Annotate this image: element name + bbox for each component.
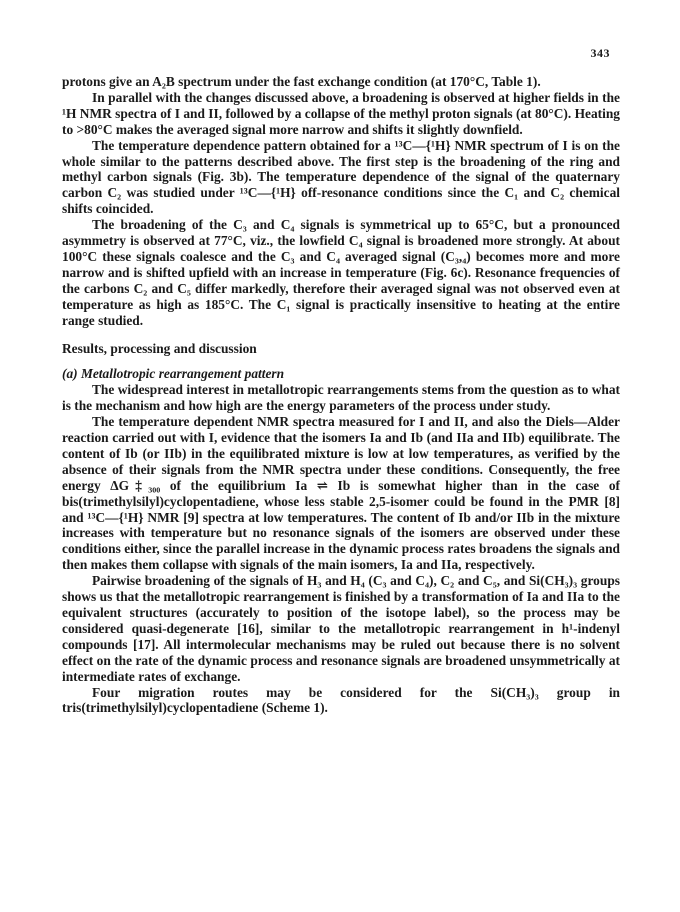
paragraph-2: In parallel with the changes discussed above, a broadening is observed at higher fields in the ¹H NMR spectra of I and II, followed by a collapse of the methyl proton signals (at 80°C). Heating to >80°C makes the averaged signal more narrow and shifts it slightly downfield. [62,89,620,137]
section-heading: Results, processing and discussion [62,340,257,356]
paragraph-7: Pairwise broadening of the signals of H₃ and H₄ (C₃ and C₄), C₂ and C₅, and Si(CH₃)₃ groups shows us that the metallotropic rearrangement is finished by a transformation of Ia and IIa to the equivalent structures (accurately to position of the isotope label), so the process may be considered quasi-degenerate [16], similar to the metallotropic rearrangement in h¹-indenyl compounds [17]. All intermolecular mechanisms may be ruled out because there is no solvent effect on the rate of the dynamic process and resonance signals are broadened unsymmetrically at intermediate rates of exchange. [62,573,620,684]
article-body [62,74,620,716]
paragraph-6: The temperature dependent NMR spectra measured for I and II, and also the Diels—Alder reaction carried out with I, evidence that the isomers Ia and Ib (and IIa and IIb) equilibrate. The content of Ib (or IIb) in the equilibrated mixture is low at low temperatures, as verified by the absence of their signals from the NMR spectra under these conditions. Consequently, the free energy ΔG‡₃₀₀ of the equilibrium Ia ⇌ Ib is somewhat higher than in the case of bis(trimethylsilyl)cyclopentadiene, whose less stable 2,5-isomer could be found in the PMR [8] and ¹³C—{¹H} NMR [9] spectra at low temperatures. The content of Ib and/or IIb in the mixture increases with temperature but no resonance signals of the isomers are observed under these conditions either, since the parallel increase in the dynamic process rates broadens the signals and then makes them collapse with signals of the main isomers, Ia and IIa, respectively. [62,414,620,573]
subsection-heading: (a) Metallotropic rearrangement pattern [62,366,285,382]
paragraph-8: Four migration routes may be considered for the Si(CH₃)₃ group in tris(trimethylsilyl)cyclopentadiene (Scheme 1). [62,684,620,716]
page-number: 343 [590,46,610,60]
paragraph-5: The widespread interest in metallotropic rearrangements stems from the question as to what is the mechanism and how high are the energy parameters of the process under study. [62,382,620,414]
paragraph-3: The temperature dependence pattern obtained for a ¹³C—{¹H} NMR spectrum of I is on the whole similar to the patterns described above. The first step is the broadening of the ring and methyl carbon signals (Fig. 3b). The temperature dependence of the signal of the quaternary carbon C₂ was studied under ¹³C—{¹H} off-resonance conditions since the C₁ and C₂ chemical shifts coincided. [62,137,620,217]
paragraph-4: The broadening of the C₃ and C₄ signals is symmetrical up to 65°C, but a pronounced asymmetry is observed at 77°C, viz., the lowfield C₄ signal is broadened more strongly. At about 100°C these signals coalesce and the C₃ and C₄ averaged signal (C₃,₄) becomes more and more narrow and is shifted upfield with an increase in temperature (Fig. 6c). Resonance frequencies of the carbons C₂ and C₅ differ markedly, therefore their averaged signal was not observed even at temperature as high as 185°C. The C₁ signal is practically insensitive to heating at the entire range studied. [62,217,620,328]
paragraph-1: protons give an A₂B spectrum under the fast exchange condition (at 170°C, Table 1). [62,74,541,89]
